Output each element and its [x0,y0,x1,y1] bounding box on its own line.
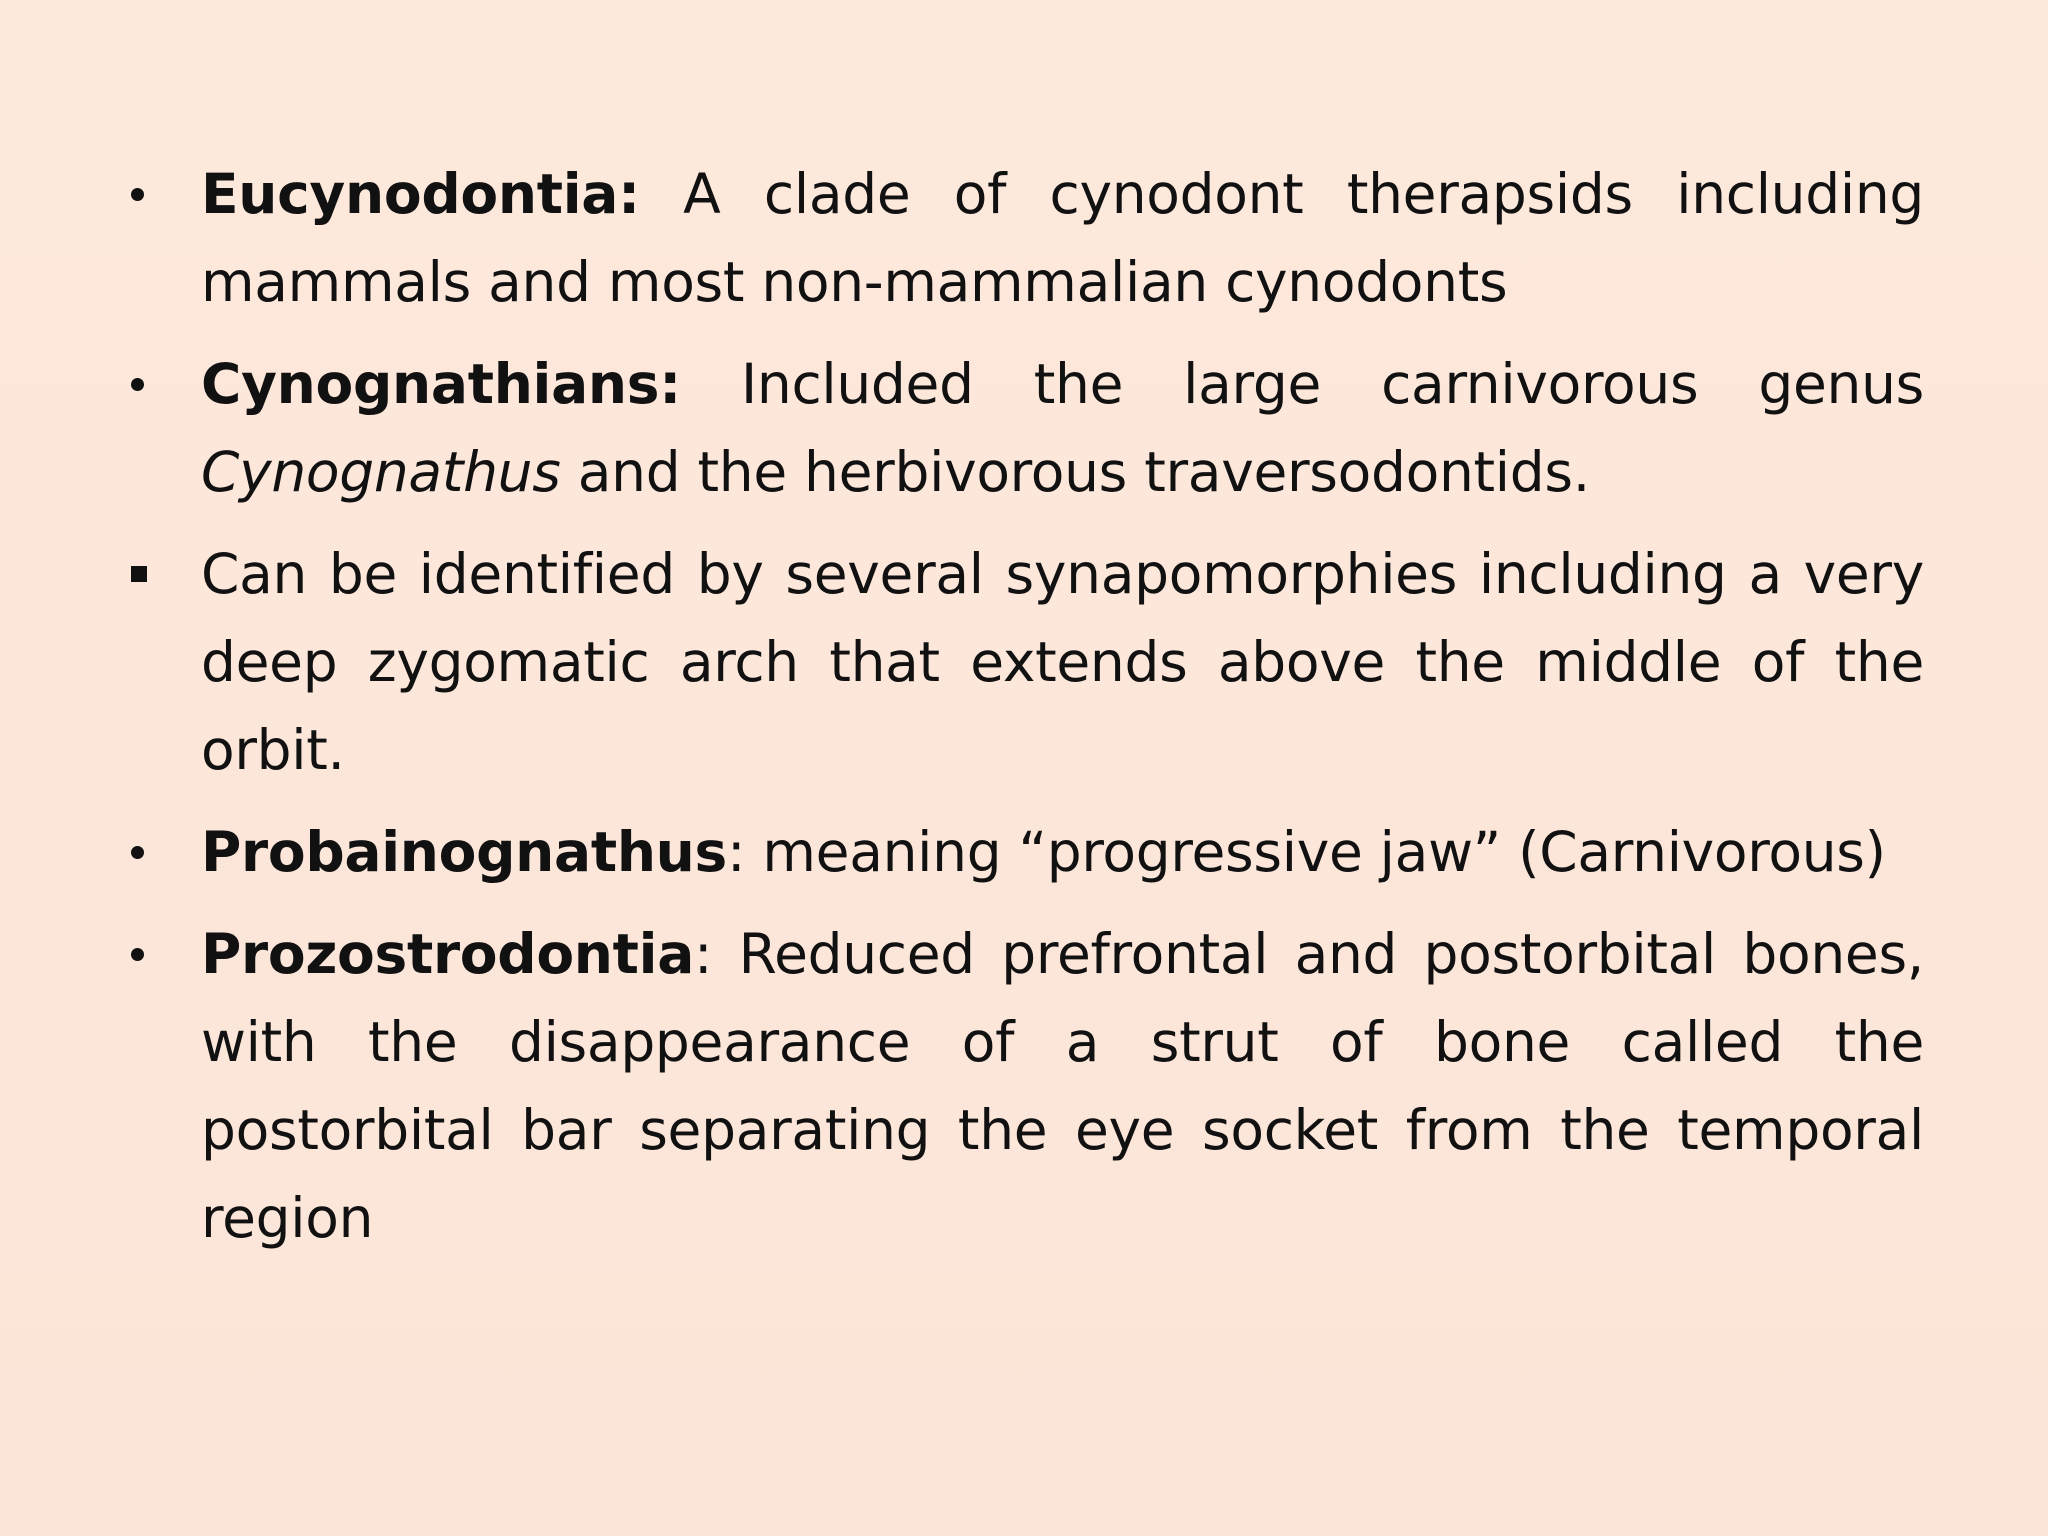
definition-cynognathians-part2: and the herbivorous traversodontids. [560,440,1590,504]
list-item-eucynodontia [123,150,1924,326]
bullet-dot-icon [127,910,167,998]
list-item-cynognathians [123,340,1924,516]
term-probainognathus: Probainognathus [201,820,727,884]
list-item-prozostrodontia [123,910,1924,1262]
definition-prozostrodontia: : Reduced prefrontal and postorbital bones, with the disappearance of a strut of bone called the postorbital bar separating the eye socket from the temporal region [201,922,1924,1250]
definition-eucynodontia: A clade of cynodont therapsids including mammals and most non-mammalian cynodonts [201,162,1924,314]
list-item-synapomorphies [123,530,1924,794]
list-item-probainognathus [123,808,1924,896]
bullet-dot-icon [127,808,167,896]
bullet-square-icon [127,530,167,618]
term-eucynodontia: Eucynodontia: [201,162,640,226]
bullet-dot-icon [127,340,167,428]
synapomorphies-text: Can be identified by several synapomorphies including a very deep zygomatic arch that extends above the middle of the orbit. [201,542,1924,782]
definition-cynognathians-part1: Included the large carnivorous genus [680,352,1924,416]
bullet-dot-icon [127,150,167,238]
term-cynognathians: Cynognathians: [201,352,681,416]
genus-name-cynognathus: Cynognathus [201,440,561,504]
term-prozostrodontia: Prozostrodontia [201,922,695,986]
bullet-list [123,150,1924,1276]
definition-probainognathus: : meaning “progressive jaw” (Carnivorous) [726,820,1886,884]
